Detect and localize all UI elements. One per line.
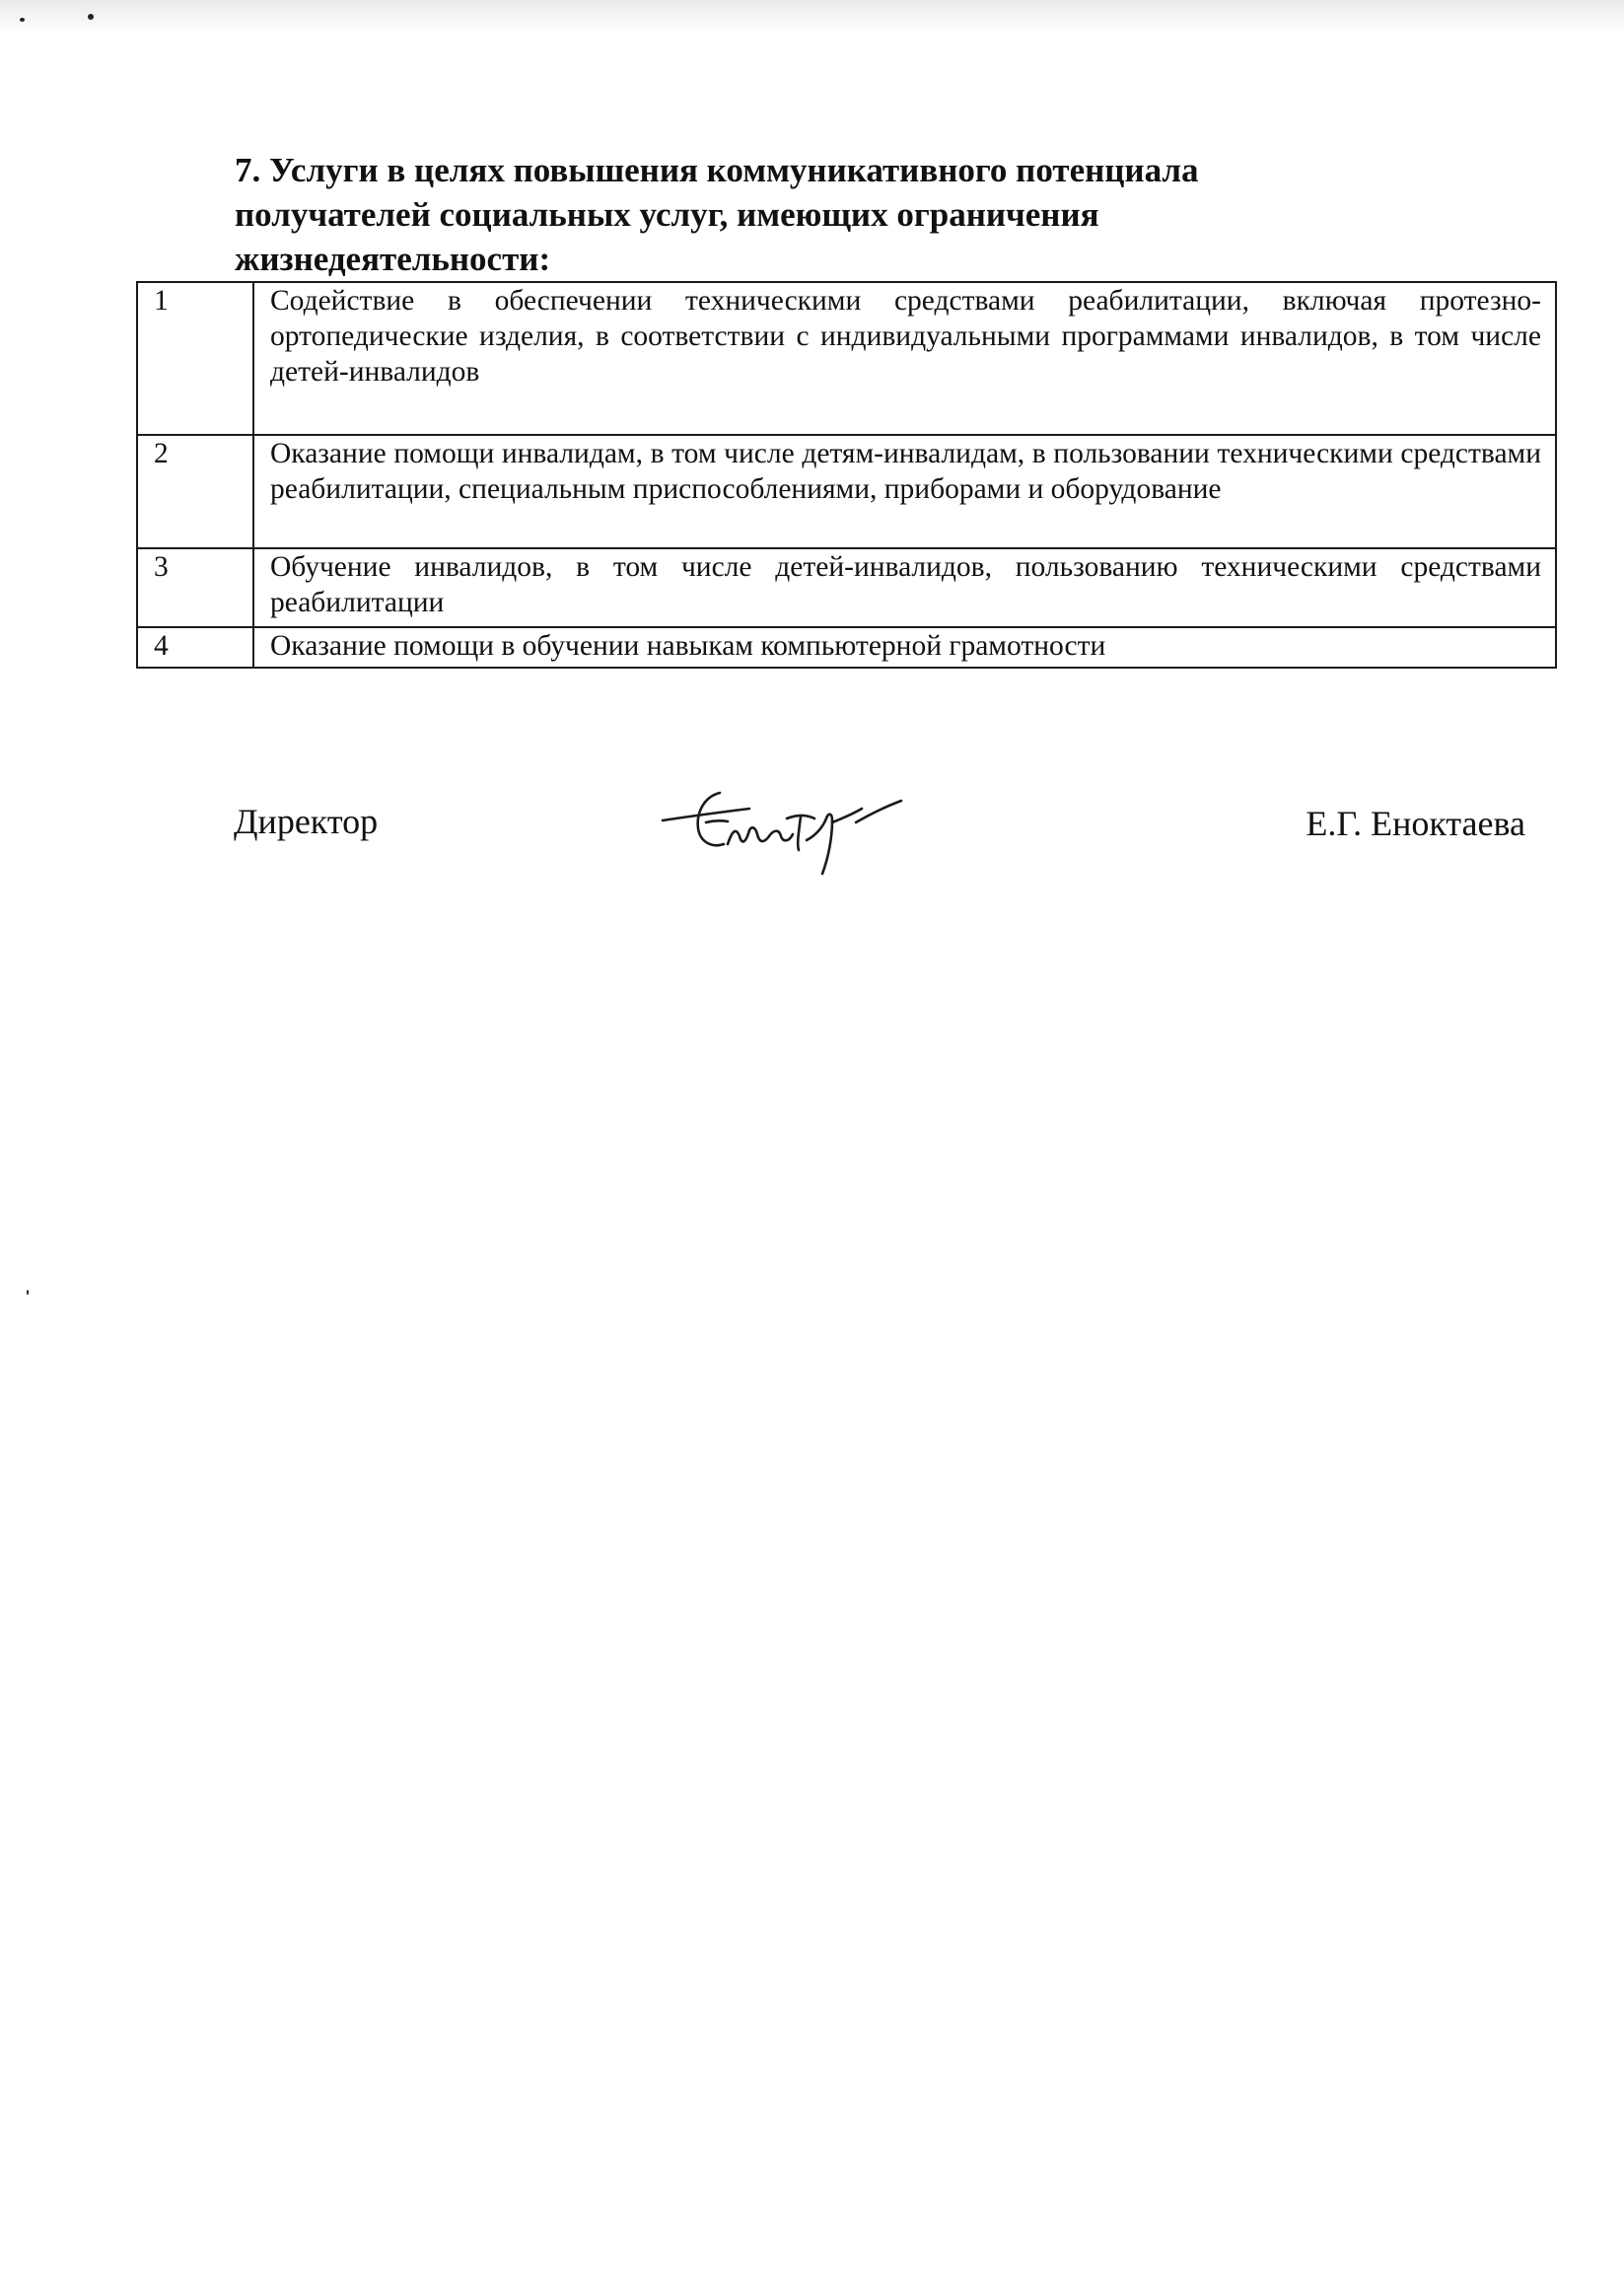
table-row [137,435,1556,548]
scan-edge-shading [0,0,1624,34]
section-heading [235,148,1418,281]
signature-block [0,779,1624,888]
service-number: 4 [137,627,253,668]
section-heading-line: жизнедеятельности: [235,240,551,278]
table-row [137,282,1556,435]
section-heading-line: получателей социальных услуг, имеющих ограничения [235,195,1099,234]
service-description: Оказание помощи в обучении навыкам компьютерной грамотности [253,627,1556,668]
position-title: Директор [234,802,379,841]
scan-speck [88,14,94,20]
service-description: Обучение инвалидов, в том числе детей-инвалидов, пользованию техническими средствами реабилитации [253,548,1556,627]
service-number: 1 [137,282,253,435]
signer-name: Е.Г. Еноктаева [1306,804,1525,843]
table-row [137,627,1556,668]
service-number: 2 [137,435,253,548]
service-description: Содействие в обеспечении техническими средствами реабилитации, включая протезно-ортопедические изделия, в соответствии с индивидуальными программами инвалидов, в том числе детей-инвалидов [253,282,1556,435]
table-row [137,548,1556,627]
section-heading-line: 7. Услуги в целях повышения коммуникативного потенциала [235,151,1199,189]
scan-speck [27,1290,29,1295]
scan-speck [20,18,25,22]
service-number: 3 [137,548,253,627]
service-description: Оказание помощи инвалидам, в том числе детям-инвалидам, в пользовании техническими средствами реабилитации, специальным приспособлениями, приборами и оборудование [253,435,1556,548]
handwritten-signature [659,779,925,878]
services-table [136,281,1557,669]
